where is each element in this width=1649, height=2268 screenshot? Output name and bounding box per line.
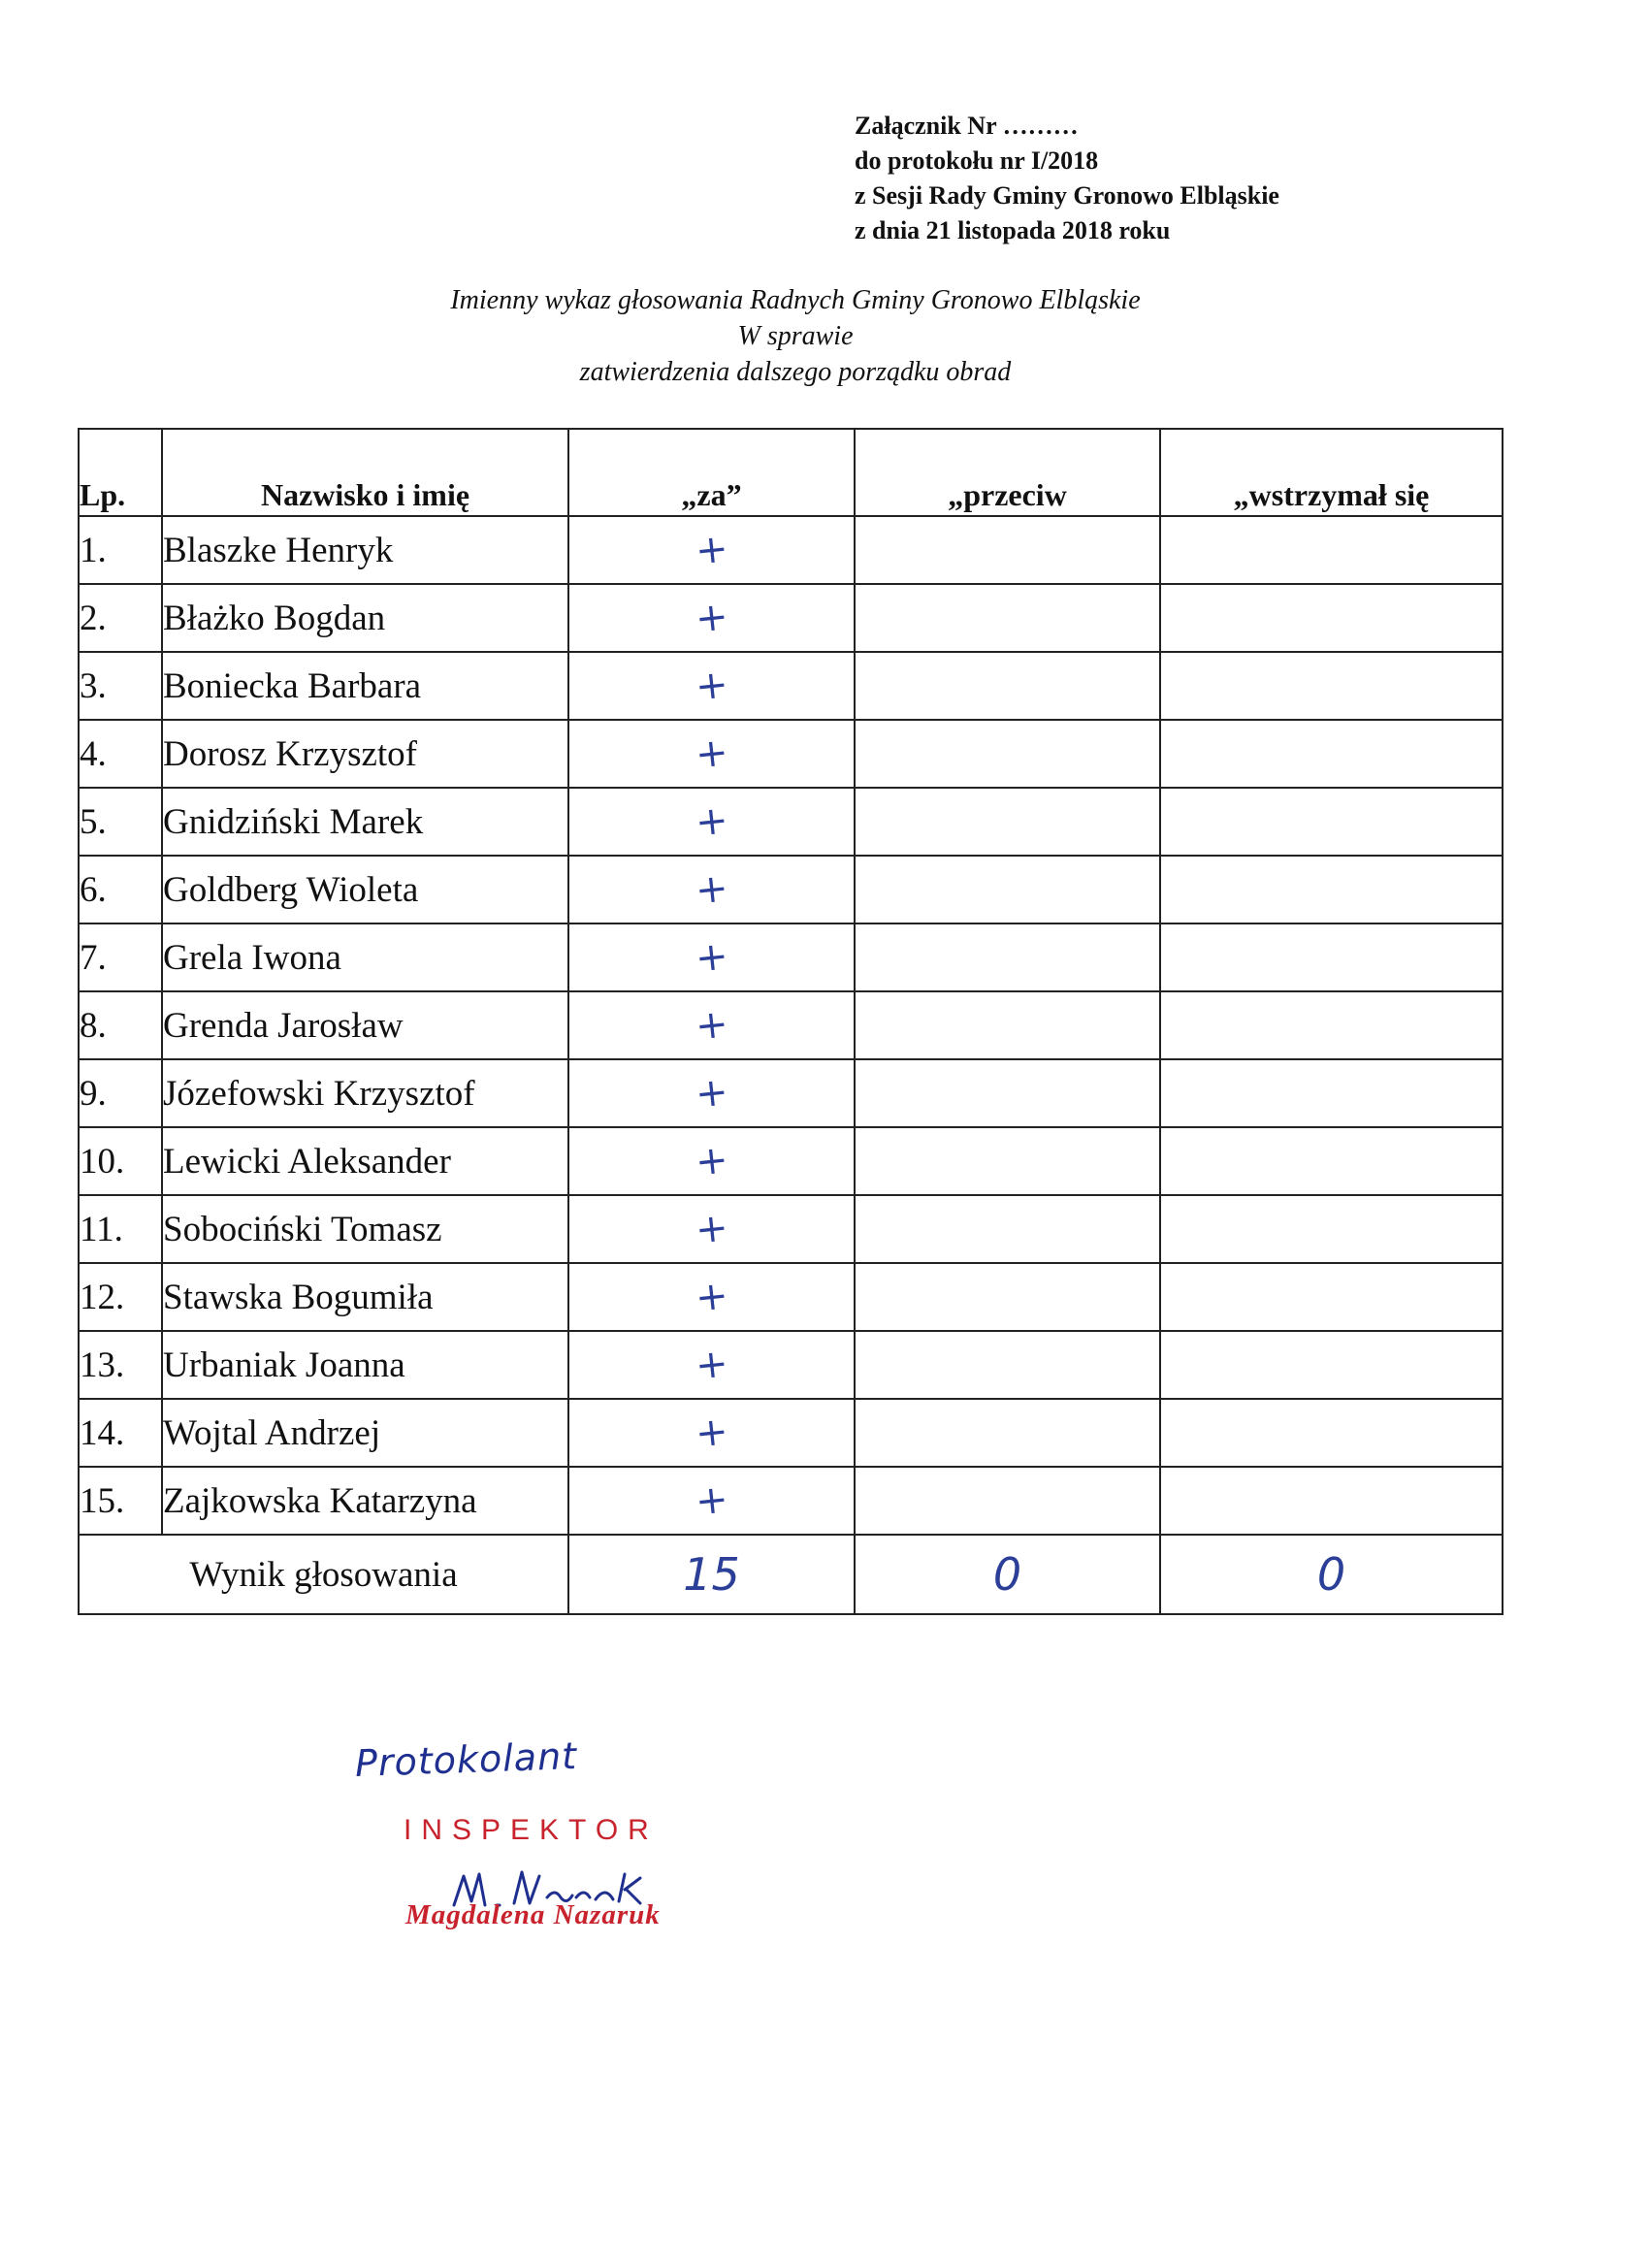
vote-przeciw-cell — [855, 788, 1160, 856]
voting-table — [78, 428, 1504, 1615]
summary-za-total: 15 — [683, 1548, 740, 1601]
vote-mark: + — [693, 526, 730, 574]
table-row — [79, 1331, 1503, 1399]
councillor-name: Sobociński Tomasz — [162, 1195, 568, 1263]
vote-przeciw-cell — [855, 1059, 1160, 1127]
vote-za-cell — [568, 788, 855, 856]
table-row — [79, 720, 1503, 788]
handwritten-protokolant: Protokolant — [354, 1734, 578, 1785]
session-reference: z Sesji Rady Gminy Gronowo Elbląskie — [855, 181, 1279, 210]
table-row — [79, 856, 1503, 923]
councillor-name: Dorosz Krzysztof — [162, 720, 568, 788]
vote-mark: + — [693, 1001, 730, 1050]
row-number: 4. — [79, 720, 162, 788]
row-number: 6. — [79, 856, 162, 923]
councillor-name: Grenda Jarosław — [162, 991, 568, 1059]
vote-wstrzymal-cell — [1160, 788, 1503, 856]
vote-za-cell — [568, 1127, 855, 1195]
table-row — [79, 652, 1503, 720]
row-number: 12. — [79, 1263, 162, 1331]
vote-wstrzymal-cell — [1160, 1059, 1503, 1127]
stamp-name: Magdalena Nazaruk — [405, 1899, 661, 1930]
vote-wstrzymal-cell — [1160, 1467, 1503, 1535]
vote-wstrzymal-cell — [1160, 1331, 1503, 1399]
vote-wstrzymal-cell — [1160, 1263, 1503, 1331]
vote-przeciw-cell — [855, 1331, 1160, 1399]
summary-za-cell — [568, 1535, 855, 1614]
table-row — [79, 1399, 1503, 1467]
councillor-name: Boniecka Barbara — [162, 652, 568, 720]
vote-wstrzymal-cell — [1160, 923, 1503, 991]
councillor-name: Goldberg Wioleta — [162, 856, 568, 923]
title-line-3: zatwierdzenia dalszego porządku obrad — [579, 357, 1012, 387]
councillor-name: Stawska Bogumiła — [162, 1263, 568, 1331]
vote-przeciw-cell — [855, 720, 1160, 788]
column-header-lp: Lp. — [79, 429, 162, 516]
table-row — [79, 1467, 1503, 1535]
document-title — [0, 282, 1591, 390]
vote-mark: + — [693, 1205, 730, 1253]
vote-wstrzymal-cell — [1160, 652, 1503, 720]
vote-mark: + — [693, 1273, 730, 1321]
vote-za-cell — [568, 516, 855, 584]
row-number: 3. — [79, 652, 162, 720]
councillor-name: Błażko Bogdan — [162, 584, 568, 652]
vote-mark: + — [693, 1137, 730, 1185]
column-header-za: „za” — [568, 429, 855, 516]
session-date: z dnia 21 listopada 2018 roku — [855, 216, 1171, 244]
title-line-2: W sprawie — [737, 321, 854, 351]
councillor-name: Urbaniak Joanna — [162, 1331, 568, 1399]
table-row — [79, 991, 1503, 1059]
vote-przeciw-cell — [855, 1195, 1160, 1263]
vote-mark: + — [693, 594, 730, 642]
vote-za-cell — [568, 1195, 855, 1263]
column-header-wstrzymal: „wstrzymał się — [1160, 429, 1503, 516]
vote-za-cell — [568, 923, 855, 991]
attachment-number: Załącznik Nr ……… — [855, 112, 1079, 140]
vote-za-cell — [568, 991, 855, 1059]
row-number: 2. — [79, 584, 162, 652]
protocol-reference: do protokołu nr I/2018 — [855, 146, 1099, 175]
vote-mark: + — [693, 933, 730, 982]
councillor-name: Zajkowska Katarzyna — [162, 1467, 568, 1535]
table-header-row — [79, 429, 1503, 516]
vote-wstrzymal-cell — [1160, 1195, 1503, 1263]
councillor-name: Lewicki Aleksander — [162, 1127, 568, 1195]
vote-przeciw-cell — [855, 1399, 1160, 1467]
summary-wstrzymal-cell — [1160, 1535, 1503, 1614]
vote-wstrzymal-cell — [1160, 1399, 1503, 1467]
vote-za-cell — [568, 652, 855, 720]
vote-przeciw-cell — [855, 1263, 1160, 1331]
vote-mark: + — [693, 865, 730, 914]
vote-mark: + — [693, 1409, 730, 1457]
vote-mark: + — [693, 662, 730, 710]
table-row — [79, 1263, 1503, 1331]
summary-wstrzymal-total: 0 — [1316, 1548, 1346, 1601]
vote-mark: + — [693, 1069, 730, 1118]
councillor-name: Gnidziński Marek — [162, 788, 568, 856]
vote-przeciw-cell — [855, 856, 1160, 923]
vote-za-cell — [568, 1263, 855, 1331]
summary-label: Wynik głosowania — [79, 1535, 568, 1614]
councillor-name: Józefowski Krzysztof — [162, 1059, 568, 1127]
vote-mark: + — [693, 729, 730, 778]
vote-przeciw-cell — [855, 652, 1160, 720]
vote-za-cell — [568, 584, 855, 652]
row-number: 5. — [79, 788, 162, 856]
row-number: 15. — [79, 1467, 162, 1535]
table-row — [79, 788, 1503, 856]
vote-przeciw-cell — [855, 991, 1160, 1059]
row-number: 8. — [79, 991, 162, 1059]
table-row — [79, 1195, 1503, 1263]
row-number: 9. — [79, 1059, 162, 1127]
vote-mark: + — [693, 1341, 730, 1389]
vote-za-cell — [568, 720, 855, 788]
summary-przeciw-total: 0 — [992, 1548, 1022, 1601]
vote-wstrzymal-cell — [1160, 1127, 1503, 1195]
stamp-role: INSPEKTOR — [404, 1814, 659, 1846]
vote-wstrzymal-cell — [1160, 584, 1503, 652]
vote-mark: + — [693, 1476, 730, 1525]
attachment-header — [855, 109, 1398, 248]
vote-za-cell — [568, 1467, 855, 1535]
table-row — [79, 1127, 1503, 1195]
vote-wstrzymal-cell — [1160, 720, 1503, 788]
vote-przeciw-cell — [855, 584, 1160, 652]
table-row — [79, 516, 1503, 584]
vote-wstrzymal-cell — [1160, 516, 1503, 584]
vote-mark: + — [693, 797, 730, 846]
row-number: 1. — [79, 516, 162, 584]
vote-przeciw-cell — [855, 1467, 1160, 1535]
row-number: 13. — [79, 1331, 162, 1399]
row-number: 14. — [79, 1399, 162, 1467]
summary-przeciw-cell — [855, 1535, 1160, 1614]
vote-za-cell — [568, 1331, 855, 1399]
summary-row — [79, 1535, 1503, 1614]
column-header-przeciw: „przeciw — [855, 429, 1160, 516]
vote-za-cell — [568, 856, 855, 923]
councillor-name: Wojtal Andrzej — [162, 1399, 568, 1467]
vote-wstrzymal-cell — [1160, 991, 1503, 1059]
title-line-1: Imienny wykaz głosowania Radnych Gminy Gronowo Elbląskie — [450, 285, 1141, 315]
councillor-name: Grela Iwona — [162, 923, 568, 991]
row-number: 7. — [79, 923, 162, 991]
vote-za-cell — [568, 1399, 855, 1467]
table-row — [79, 584, 1503, 652]
vote-przeciw-cell — [855, 1127, 1160, 1195]
row-number: 11. — [79, 1195, 162, 1263]
table-row — [79, 1059, 1503, 1127]
row-number: 10. — [79, 1127, 162, 1195]
table-row — [79, 923, 1503, 991]
column-header-name: Nazwisko i imię — [162, 429, 568, 516]
vote-przeciw-cell — [855, 516, 1160, 584]
vote-przeciw-cell — [855, 923, 1160, 991]
vote-za-cell — [568, 1059, 855, 1127]
councillor-name: Blaszke Henryk — [162, 516, 568, 584]
vote-wstrzymal-cell — [1160, 856, 1503, 923]
